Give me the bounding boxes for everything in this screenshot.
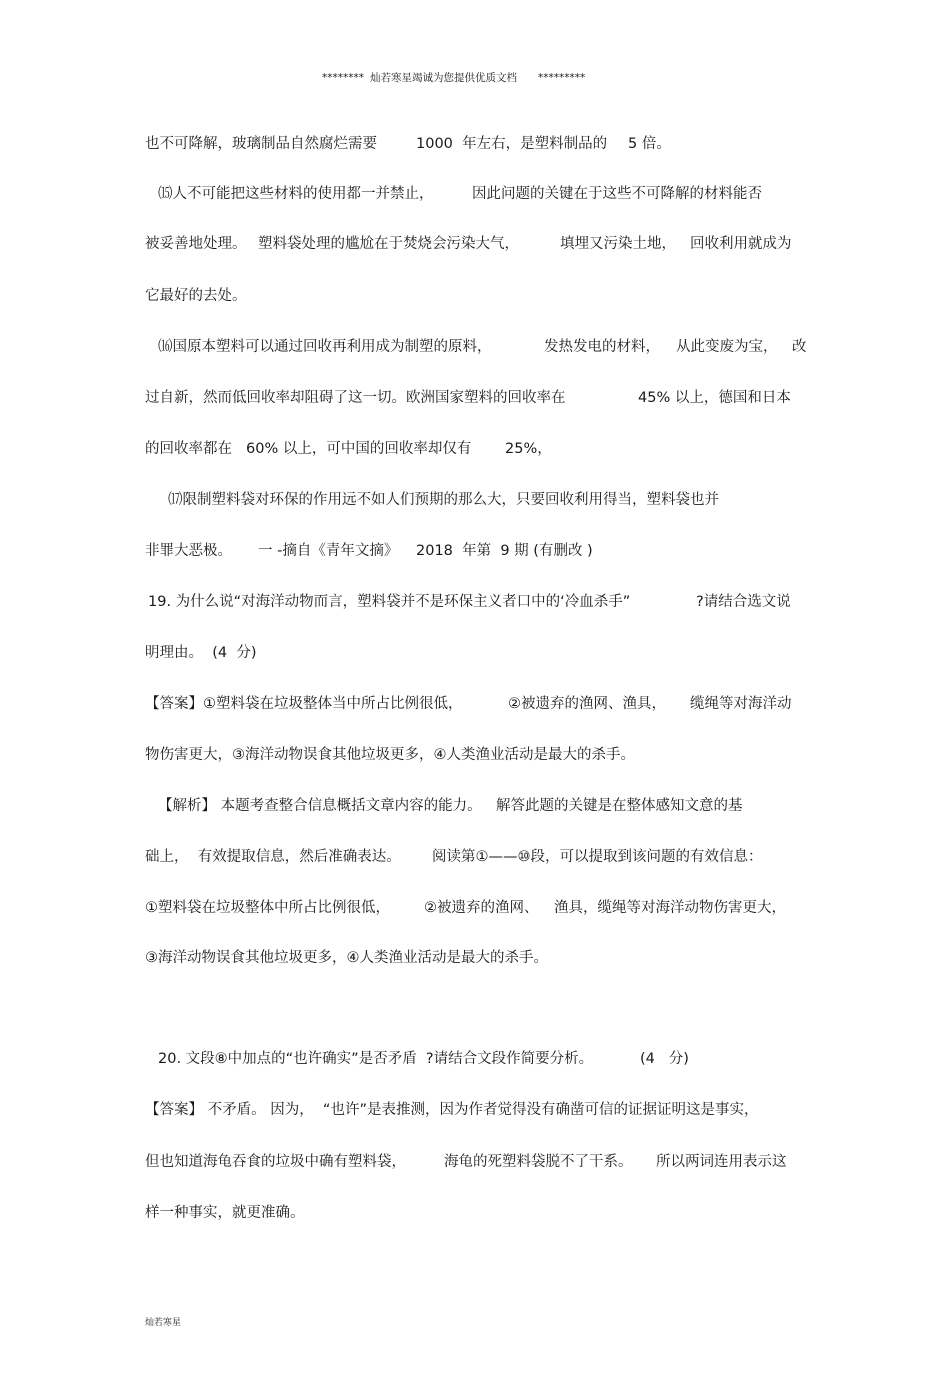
text-segment: 非罪大恶极。	[145, 543, 232, 559]
text-segment: 5 倍。	[628, 136, 671, 152]
analysis-text: 渔具，缆绳等对海洋动物伤害更大，	[554, 900, 786, 916]
text-line	[0, 1203, 950, 1263]
question-text: 20. 文段⑧中加点的“也许确实”是否矛盾 ?请结合文段作简要分析。	[158, 1051, 594, 1067]
text-segment: 45% 以上，德国和日本	[638, 390, 791, 406]
answer-text: 但也知道海龟吞食的垃圾中确有塑料袋，	[145, 1154, 406, 1170]
text-segment: 填埋又污染土地，	[560, 236, 676, 252]
text-segment: ⒃国原本塑料可以通过回收再利用成为制塑的原料，	[158, 339, 492, 355]
text-segment: 25%，	[505, 441, 552, 457]
text-segment: 它最好的去处。	[145, 288, 247, 304]
footer-text: 灿若寒星	[145, 1318, 182, 1328]
page-footer	[0, 1313, 950, 1373]
text-segment: 回收利用就成为	[690, 236, 792, 252]
answer-text: 【答案】 不矛盾。 因为， “也许”是表推测，因为作者觉得没有确凿可信的证据证明这是事实，	[145, 1102, 759, 1118]
text-segment: 发热发电的材料，	[544, 339, 660, 355]
analysis-text: ②被遗弃的渔网、	[424, 900, 539, 916]
text-segment: 塑料袋处理的尴尬在于焚烧会污染大气，	[258, 236, 519, 252]
header-stars-left: ********	[322, 72, 364, 84]
text-segment: 60% 以上，可中国的回收率却仅有	[246, 441, 472, 457]
text-segment: 改	[792, 339, 807, 355]
text-segment: 的回收率都在	[145, 441, 232, 457]
analysis-text: ①塑料袋在垃圾整体中所占比例很低，	[145, 900, 390, 916]
text-segment: 2018 年第 9 期 (有删改 )	[416, 543, 593, 559]
analysis-text: 解答此题的关键是在整体感知文意的基	[496, 798, 743, 814]
question-text: ?请结合选文说	[696, 594, 791, 610]
question-text: (4 分)	[640, 1051, 689, 1067]
answer-text: 海龟的死塑料袋脱不了干系。	[444, 1154, 633, 1170]
source-citation: 一 -摘自《青年文摘》	[258, 543, 399, 559]
text-segment: 也不可降解，玻璃制品自然腐烂需要	[145, 136, 377, 152]
question-text: 明理由。 (4 分)	[145, 645, 257, 661]
question-text: 19. 为什么说“对海洋动物而言，塑料袋并不是环保主义者口中的‘冷血杀手”	[148, 594, 631, 610]
analysis-text: ③海洋动物误食其他垃圾更多，④人类渔业活动是最大的杀手。	[145, 950, 548, 966]
answer-text: ②被遗弃的渔网、渔具，	[508, 696, 666, 712]
answer-text: 物伤害更大，③海洋动物误食其他垃圾更多，④人类渔业活动是最大的杀手。	[145, 747, 635, 763]
analysis-text: 【解析】 本题考查整合信息概括文章内容的能力。	[158, 798, 482, 814]
text-segment: 因此问题的关键在于这些不可降解的材料能否	[472, 186, 762, 202]
text-segment: 过自新，然而低回收率却阻碍了这一切。欧洲国家塑料的回收率在	[145, 390, 566, 406]
answer-text: 缆绳等对海洋动	[690, 696, 792, 712]
header-stars-right: *********	[538, 72, 586, 84]
analysis-text: 阅读第①——⑩段，可以提取到该问题的有效信息：	[432, 849, 763, 865]
text-segment: 被妥善地处理。	[145, 236, 247, 252]
answer-text: 样一种事实，就更准确。	[145, 1205, 305, 1221]
text-segment: ⒂人不可能把这些材料的使用都一并禁止，	[158, 186, 434, 202]
header-title: 灿若寒星竭诚为您提供优质文档	[370, 72, 517, 84]
text-segment: 从此变废为宝，	[676, 339, 778, 355]
answer-text: 所以两词连用表示这	[656, 1154, 787, 1170]
answer-20	[0, 1100, 950, 1160]
text-segment: 1000 年左右，是塑料制品的	[416, 136, 608, 152]
text-segment: ⒄限制塑料袋对环保的作用远不如人们预期的那么大，只要回收利用得当，塑料袋也并	[168, 492, 719, 508]
analysis-text: 础上， 有效提取信息，然后准确表达。	[145, 849, 401, 865]
text-line	[0, 948, 950, 1008]
answer-text: 【答案】①塑料袋在垃圾整体当中所占比例很低，	[145, 696, 463, 712]
